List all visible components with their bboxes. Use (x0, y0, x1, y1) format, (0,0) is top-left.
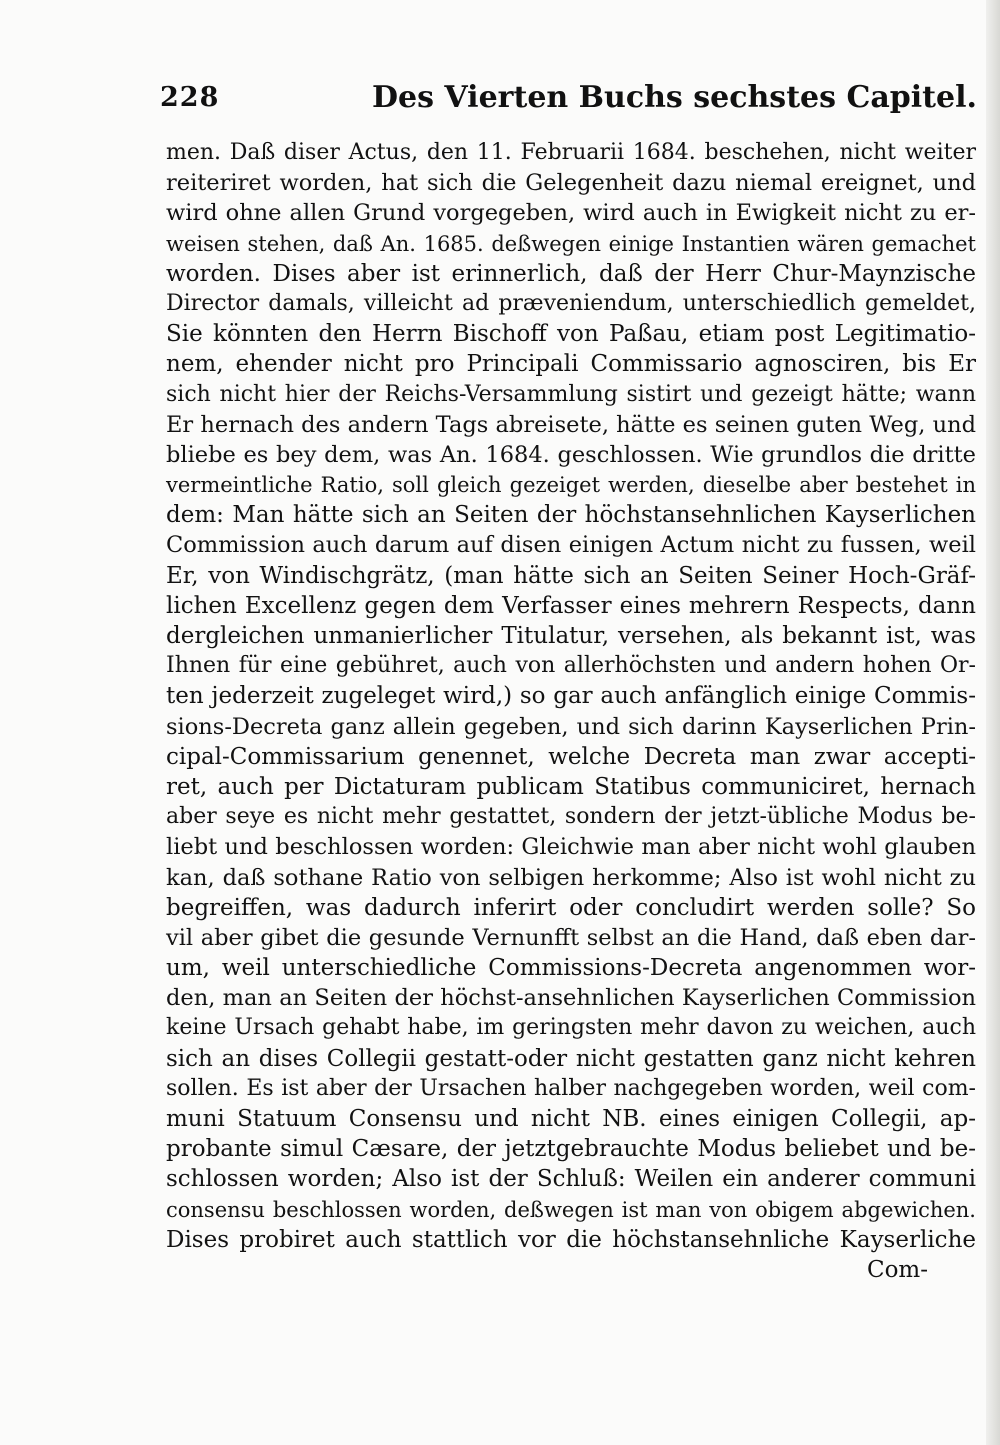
text-line: den, man an Seiten der höchst-ansehnlichen Kayserlichen Commission (166, 985, 976, 1012)
text-line: dergleichen unmanierlicher Titulatur, versehen, als bekannt ist, was (166, 623, 976, 649)
text-line: kan, daß sothane Ratio von selbigen herkomme; Also ist wohl nicht zu (166, 864, 976, 891)
text-line: muni Statuum Consensu und nicht NB. eines einigen Collegii, ap- (166, 1106, 976, 1132)
page-edge-shadow (986, 0, 1000, 1445)
text-line: consensu beschlossen worden, deßwegen ist man von obigem abgewichen. (166, 1197, 976, 1222)
catchword: Com- (866, 1256, 928, 1283)
text-line: keine Ursach gehabt habe, im geringsten mehr davon zu weichen, auch (166, 1015, 976, 1041)
text-line: Er hernach des andern Tags abreisete, hätte es seinen guten Weg, und (166, 411, 976, 438)
text-line: liebt und beschlossen worden: Gleichwie man aber nicht wohl glauben (166, 834, 976, 861)
page-header (160, 76, 977, 120)
text-line: Ihnen für eine gebühret, auch von allerhöchsten und andern hohen Or- (166, 653, 976, 679)
text-line: ret, auch per Dictaturam publicam Statibus communiciret, hernach (166, 773, 976, 800)
text-line: worden. Dises aber ist erinnerlich, daß der Herr Chur-Maynzische (166, 260, 976, 287)
body-text (166, 138, 976, 1285)
text-line: schlossen worden; Also ist der Schluß: Weilen ein anderer communi (166, 1166, 976, 1193)
text-line: probante simul Cæsare, der jetztgebrauchte Modus beliebet und be- (166, 1136, 976, 1163)
text-line: reiteriret worden, hat sich die Gelegenheit dazu niemal ereignet, und (166, 170, 976, 197)
text-line: wird ohne allen Grund vorgegeben, wird auch in Ewigkeit nicht zu er- (166, 200, 976, 227)
text-line: Director damals, villeicht ad præveniendum, unterschiedlich gemeldet, (166, 290, 976, 316)
text-line: ten jederzeit zugeleget wird,) so gar auch anfänglich einige Commis- (166, 683, 976, 710)
running-title: Des Vierten Buchs sechstes Capitel. (372, 80, 977, 115)
page-number: 228 (160, 82, 220, 113)
text-line: sich an dises Collegii gestatt-oder nicht gestatten ganz nicht kehren (166, 1045, 976, 1072)
text-line: Dises probiret auch stattlich vor die höchstansehnliche Kayserliche (166, 1226, 976, 1253)
text-line: Er, von Windischgrätz, (man hätte sich an Seiten Seiner Hoch-Gräf- (166, 562, 976, 589)
text-line: weisen stehen, daß An. 1685. deßwegen einige Instantien wären gemachet (166, 231, 976, 256)
text-line: sollen. Es ist aber der Ursachen halber nachgegeben worden, weil com- (166, 1075, 976, 1101)
text-line: bliebe es bey dem, was An. 1684. geschlossen. Wie grundlos die dritte (166, 441, 976, 468)
text-line: sions-Decreta ganz allein gegeben, und sich darinn Kayserlichen Prin- (166, 713, 976, 740)
text-line: nem, ehender nicht pro Principali Commissario agnosciren, bis Er (166, 351, 976, 378)
text-line: lichen Excellenz gegen dem Verfasser eines mehrern Respects, dann (166, 592, 976, 619)
text-line: Commission auch darum auf disen einigen Actum nicht zu fussen, weil (166, 532, 976, 559)
text-line: sich nicht hier der Reichs-Versammlung sistirt und gezeigt hätte; wann (166, 381, 976, 407)
text-line: vermeintliche Ratio, soll gleich gezeiget werden, dieselbe aber bestehet in (166, 473, 976, 498)
text-line: begreiffen, was dadurch inferirt oder concludirt werden solle? So (166, 894, 976, 921)
text-line: um, weil unterschiedliche Commissions-Decreta angenommen wor- (166, 955, 976, 982)
text-line: dem: Man hätte sich an Seiten der höchstansehnlichen Kayserlichen (166, 502, 976, 529)
text-line: aber seye es nicht mehr gestattet, sondern der jetzt-übliche Modus be- (166, 804, 976, 830)
text-line: vil aber gibet die gesunde Vernunfft selbst an die Hand, daß eben dar- (166, 924, 976, 951)
text-line: men. Daß diser Actus, den 11. Februarii 1684. beschehen, nicht weiter (166, 140, 976, 165)
text-line: cipal-Commissarium genennet, welche Decreta man zwar accepti- (166, 743, 976, 770)
text-line: Sie könnten den Herrn Bischoff von Paßau, etiam post Legitimatio- (166, 321, 976, 348)
